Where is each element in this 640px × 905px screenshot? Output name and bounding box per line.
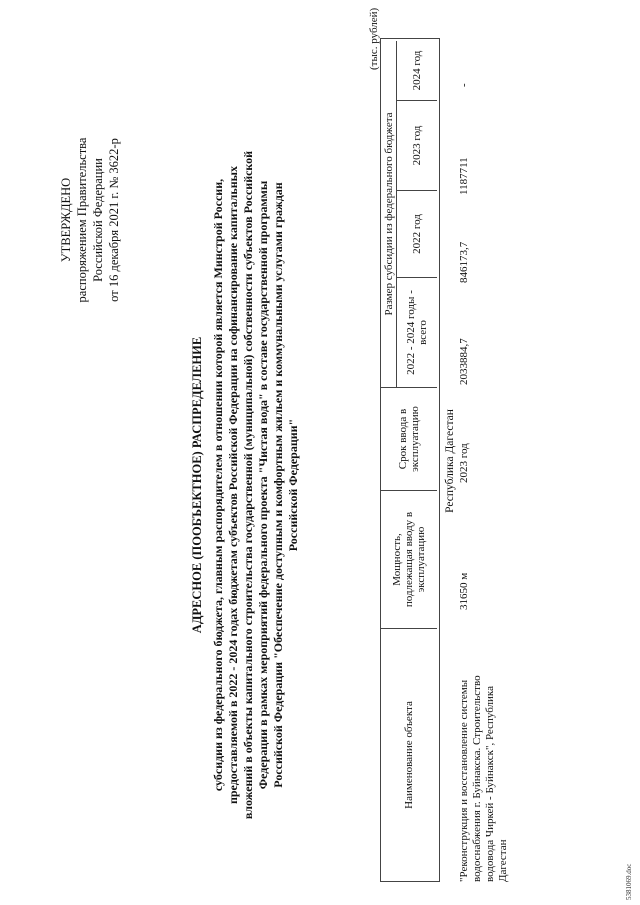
region-label: Республика Дагестан [444,409,456,513]
header-commissioning: Срок ввода в эксплуатацию [381,388,437,491]
approval-block [58,95,122,345]
approval-line-1: УТВЕРЖДЕНО [59,177,73,263]
header-total: 2022 - 2024 годы - всего [397,278,437,388]
approval-line-4: от 16 декабря 2021 г. № 3622-р [107,138,121,302]
row-2023: 1187711 [458,157,470,195]
units-label: (тыс. рублей) [368,7,380,70]
file-name: 5381069.doc [625,863,633,900]
title-main: АДРЕСНОЕ (ПООБЪЕКТНОЕ) РАСПРЕДЕЛЕНИЕ [190,336,204,634]
row-object-name: "Реконструкция и восстановление системы водоснабжения г. Буйнакска. Строительство водовода Чиркей - Буйнакск", Республика Дагестан [458,675,509,882]
title-line-3: вложений в объекты капитального строительства государственной (муниципальной) собственности субъектов Российской [241,150,255,820]
document-title [190,85,301,885]
title-line-1: субсидии из федерального бюджета, главным распорядителем в отношении которой является Минстрой России, [211,178,225,792]
approval-line-2: распоряжением Правительства [75,137,89,303]
header-subsidy-group: Размер субсидии из федерального бюджета [381,41,397,388]
table-header [380,38,440,882]
header-2023: 2023 год [397,101,437,191]
title-line-6: Российской Федерации" [286,418,300,552]
title-line-5: Российской Федерации "Обеспечение доступным и комфортным жильем и коммунальными услугами граждан [271,182,285,788]
row-2022: 846173,7 [458,241,470,283]
header-2024: 2024 год [397,41,437,101]
header-capacity: Мощность, подлежащая вводу в эксплуатацию [381,491,437,629]
row-capacity: 31650 м [458,572,470,610]
row-total: 2033884,7 [458,338,470,385]
title-line-2: предоставляемой в 2022 - 2024 годах бюджетам субъектов Российской Федерации на софинансирование капитальных [226,165,240,805]
title-line-4: Федерации в рамках мероприятий федерального проекта "Чистая вода" в составе государственной программы [256,180,270,790]
row-2024: - [458,83,470,87]
approval-line-3: Российской Федерации [91,158,105,282]
header-object-name: Наименование объекта [403,701,415,809]
row-commissioning: 2023 год [458,443,470,483]
header-2022: 2022 год [397,191,437,278]
